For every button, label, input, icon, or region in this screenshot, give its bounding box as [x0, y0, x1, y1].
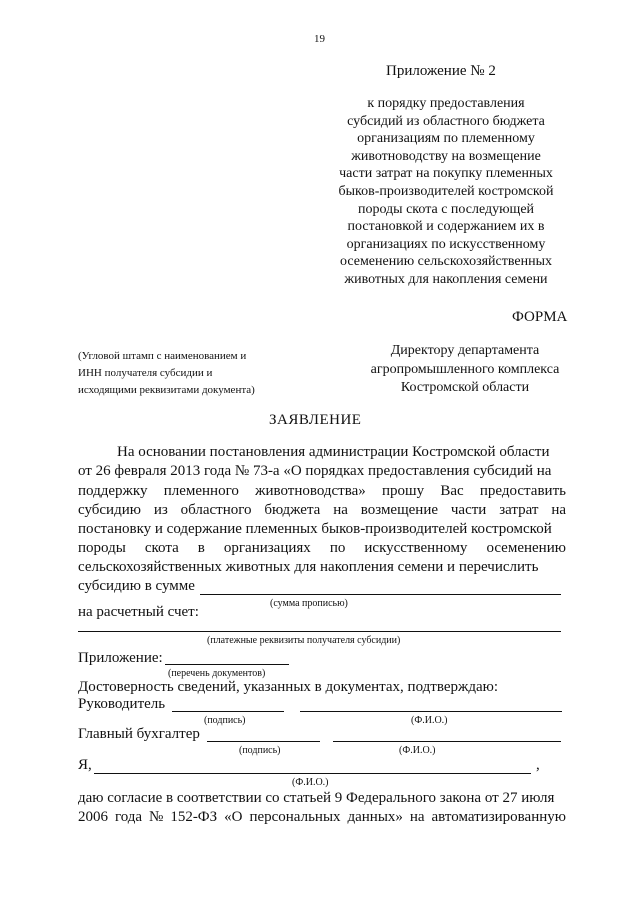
- corner-stamp-note: [78, 348, 308, 399]
- consent-fio-caption: (Ф.И.О.): [292, 777, 329, 788]
- amount-caption: (сумма прописью): [270, 598, 348, 609]
- addressee-line: агропромышленного комплекса: [370, 361, 560, 377]
- appendix-line: к порядку предоставления: [367, 96, 525, 111]
- payment-caption: (платежные реквизиты получателя субсидии): [207, 635, 401, 646]
- body-line: породы скота в организациях по искусственному осеменению: [78, 540, 566, 556]
- accountant-label: Главный бухгалтер: [78, 726, 200, 742]
- appendix-description: [318, 95, 574, 289]
- appendix-line: животноводству на возмещение: [351, 148, 541, 164]
- comma: ,: [536, 757, 540, 773]
- accountant-signature-caption: (подпись): [239, 745, 281, 756]
- head-fio-field[interactable]: [300, 711, 562, 712]
- consent-line: 2006 года № 152-ФЗ «О персональных данных» на автоматизированную: [78, 809, 566, 825]
- appendix-line: организациям по племенному: [357, 131, 535, 147]
- accountant-fio-field[interactable]: [333, 741, 561, 742]
- body-line: постановку и содержание племенных быков-производителей костромской: [78, 521, 552, 537]
- payment-details-field[interactable]: [78, 631, 561, 632]
- consent-fio-field[interactable]: [94, 773, 531, 774]
- stamp-line: ИНН получателя субсидии и: [78, 367, 213, 379]
- body-line: субсидию из областного бюджета на возмещение части затрат на: [78, 502, 566, 518]
- documents-caption: (перечень документов): [168, 668, 266, 679]
- appendix-title: Приложение № 2: [386, 63, 496, 79]
- appendix-line: части затрат на покупку племенных: [339, 166, 553, 182]
- subsidy-amount-label: субсидию в сумме: [78, 578, 195, 594]
- head-fio-caption: (Ф.И.О.): [411, 715, 448, 726]
- appendix-line: субсидий из областного бюджета: [347, 113, 545, 129]
- amount-field[interactable]: [200, 594, 561, 595]
- head-signature-caption: (подпись): [204, 715, 246, 726]
- body-line: сельскохозяйственных животных для накопления семени и перечислить: [78, 559, 539, 575]
- head-signature-field[interactable]: [172, 711, 284, 712]
- page-number: 19: [314, 33, 325, 45]
- accountant-fio-caption: (Ф.И.О.): [399, 745, 436, 756]
- body-line: поддержку племенного животноводства» прошу Вас предоставить: [78, 483, 566, 499]
- accountant-signature-field[interactable]: [207, 741, 320, 742]
- head-label: Руководитель: [78, 696, 166, 712]
- documents-list-field[interactable]: [165, 664, 289, 665]
- appendix-line: быков-производителей костромской: [338, 183, 554, 199]
- appendix-line: породы скота с последующей: [357, 201, 535, 217]
- body-line: На основании постановления администрации Костромской области: [117, 444, 550, 460]
- addressee: [330, 342, 600, 398]
- i-label: Я,: [78, 757, 92, 773]
- stamp-line: исходящими реквизитами документа): [78, 384, 255, 396]
- addressee-line: Костромской области: [400, 380, 530, 395]
- addressee-line: Директору департамента: [390, 343, 540, 358]
- appendix-line: осеменению сельскохозяйственных: [340, 254, 552, 270]
- account-label: на расчетный счет:: [78, 604, 199, 620]
- confirmation-text: Достоверность сведений, указанных в документах, подтверждаю:: [78, 679, 499, 695]
- form-label: ФОРМА: [512, 309, 568, 325]
- appendix-line: организациях по искусственному: [346, 236, 546, 252]
- stamp-line: (Угловой штамп с наименованием и: [78, 350, 247, 362]
- appendix-line: животных для накопления семени: [344, 271, 548, 287]
- document-heading: ЗАЯВЛЕНИЕ: [269, 412, 362, 428]
- body-line: от 26 февраля 2013 года № 73-а «О порядках предоставления субсидий на: [78, 463, 552, 479]
- consent-line: даю согласие в соответствии со статьей 9 Федерального закона от 27 июля: [78, 790, 555, 806]
- attachment-label: Приложение:: [78, 650, 163, 666]
- appendix-line: постановкой и содержанием их в: [347, 219, 545, 235]
